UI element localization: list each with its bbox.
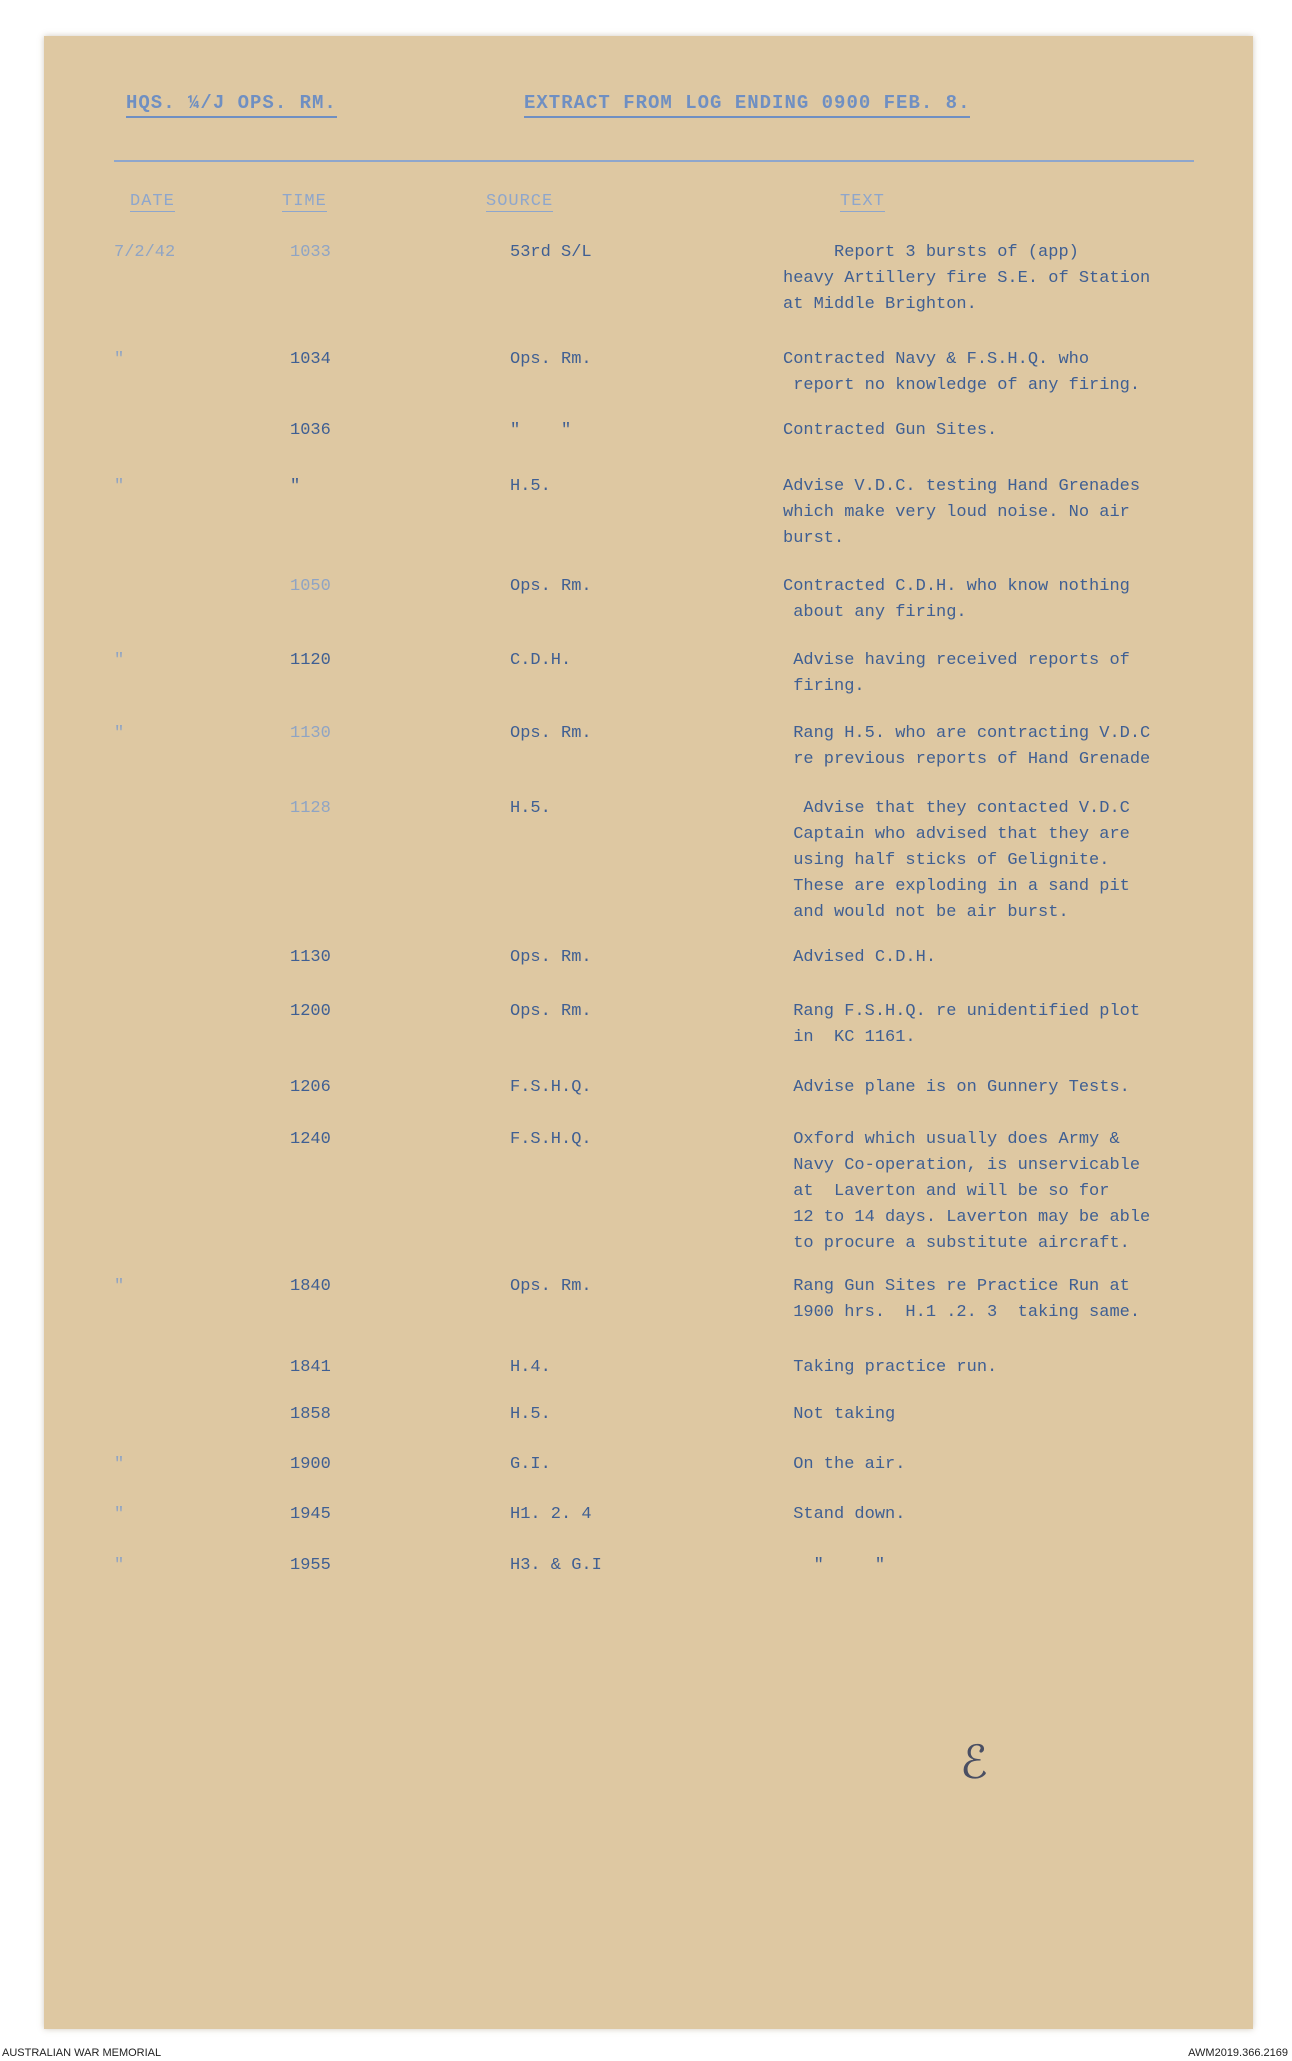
- column-header-time: TIME: [282, 192, 327, 211]
- header-unit: HQS. ¼/J OPS. RM.: [126, 92, 337, 118]
- entry-date: 7/2/42: [114, 243, 176, 262]
- initials-signature: ℰ: [960, 1735, 988, 1789]
- entry-date: ": [114, 1505, 125, 1524]
- entry-time: 1036: [290, 421, 331, 440]
- entry-date: ": [114, 651, 125, 670]
- column-header-source: SOURCE: [486, 192, 554, 211]
- entry-time: ": [290, 477, 301, 496]
- entry-date: ": [114, 1556, 125, 1575]
- entry-time: 1130: [290, 948, 331, 967]
- entry-source: C.D.H.: [510, 651, 572, 670]
- entry-text: Stand down.: [783, 1505, 906, 1524]
- entry-source: H.5.: [510, 477, 551, 496]
- entry-time: 1206: [290, 1078, 331, 1097]
- entry-text: Contracted Navy & F.S.H.Q. who report no knowledge of any firing.: [783, 350, 1141, 395]
- footer-archive-name: AUSTRALIAN WAR MEMORIAL: [2, 2047, 162, 2059]
- entry-text: Advise plane is on Gunnery Tests.: [783, 1078, 1130, 1097]
- entry-text: Rang H.5. who are contracting V.D.C re previous reports of Hand Grenade: [793, 724, 1151, 769]
- header-title: EXTRACT FROM LOG ENDING 0900 FEB. 8.: [524, 92, 970, 118]
- entry-time: 1858: [290, 1405, 331, 1424]
- entry-source: 53rd S/L: [510, 243, 592, 262]
- entry-time: 1120: [290, 651, 331, 670]
- entry-source: H1. 2. 4: [510, 1505, 592, 1524]
- entry-time: 1840: [290, 1277, 331, 1296]
- entry-text: On the air.: [783, 1455, 906, 1474]
- entry-text: Taking practice run.: [783, 1358, 998, 1377]
- column-header-date: DATE: [130, 192, 175, 211]
- entry-text: Contracted Gun Sites.: [783, 421, 998, 440]
- entry-time: 1200: [290, 1002, 331, 1021]
- entry-time: 1841: [290, 1358, 331, 1377]
- entry-time: 1034: [290, 350, 331, 369]
- entry-source: Ops. Rm.: [510, 350, 592, 369]
- entry-source: Ops. Rm.: [510, 948, 592, 967]
- entry-date: ": [114, 724, 125, 743]
- entry-time: 1033: [290, 243, 331, 262]
- entry-text: Oxford which usually does Army & Navy Co-operation, is unservicable at Laverton and will be so for 12 to 14 days. Laverton may be able to procure a substitute aircraft.: [793, 1130, 1151, 1253]
- entry-time: 1945: [290, 1505, 331, 1524]
- footer-archive-id: AWM2019.366.2169: [1188, 2047, 1288, 2059]
- entry-text: Rang Gun Sites re Practice Run at 1900 hrs. H.1 .2. 3 taking same.: [793, 1277, 1141, 1322]
- entry-text: Report 3 bursts of (app) heavy Artillery fire S.E. of Station at Middle Brighton.: [783, 243, 1151, 314]
- entry-source: H.5.: [510, 799, 551, 818]
- entry-time: 1130: [290, 724, 331, 743]
- entry-source: H.5.: [510, 1405, 551, 1424]
- entry-source: Ops. Rm.: [510, 724, 592, 743]
- entry-text: Advised C.D.H.: [783, 948, 937, 967]
- entry-source: F.S.H.Q.: [510, 1078, 592, 1097]
- entry-source: H.4.: [510, 1358, 551, 1377]
- entry-date: ": [114, 477, 125, 496]
- entry-source: H3. & G.I: [510, 1556, 602, 1575]
- entry-text: " ": [783, 1556, 886, 1575]
- entry-text: Advise that they contacted V.D.C Captain who advised that they are using half sticks of Gelignite. These are exploding in a sand pit and would not be air burst.: [793, 799, 1130, 922]
- header-rule: [114, 160, 1194, 162]
- entry-source: Ops. Rm.: [510, 577, 592, 596]
- entry-text: Contracted C.D.H. who know nothing about any firing.: [783, 577, 1130, 622]
- entry-time: 1128: [290, 799, 331, 818]
- column-header-text: TEXT: [840, 192, 885, 211]
- entry-date: ": [114, 350, 125, 369]
- entry-source: G.I.: [510, 1455, 551, 1474]
- entry-time: 1900: [290, 1455, 331, 1474]
- entry-text: Not taking: [783, 1405, 896, 1424]
- entry-text: Advise having received reports of firing.: [793, 651, 1130, 696]
- entry-text: Rang F.S.H.Q. re unidentified plot in KC 1161.: [793, 1002, 1141, 1047]
- entry-time: 1240: [290, 1130, 331, 1149]
- entry-date: ": [114, 1277, 125, 1296]
- entry-source: Ops. Rm.: [510, 1002, 592, 1021]
- entry-time: 1955: [290, 1556, 331, 1575]
- entry-date: ": [114, 1455, 125, 1474]
- entry-time: 1050: [290, 577, 331, 596]
- entry-source: Ops. Rm.: [510, 1277, 592, 1296]
- entry-source: " ": [510, 421, 572, 440]
- entry-text: Advise V.D.C. testing Hand Grenades which make very loud noise. No air burst.: [783, 477, 1141, 548]
- entry-source: F.S.H.Q.: [510, 1130, 592, 1149]
